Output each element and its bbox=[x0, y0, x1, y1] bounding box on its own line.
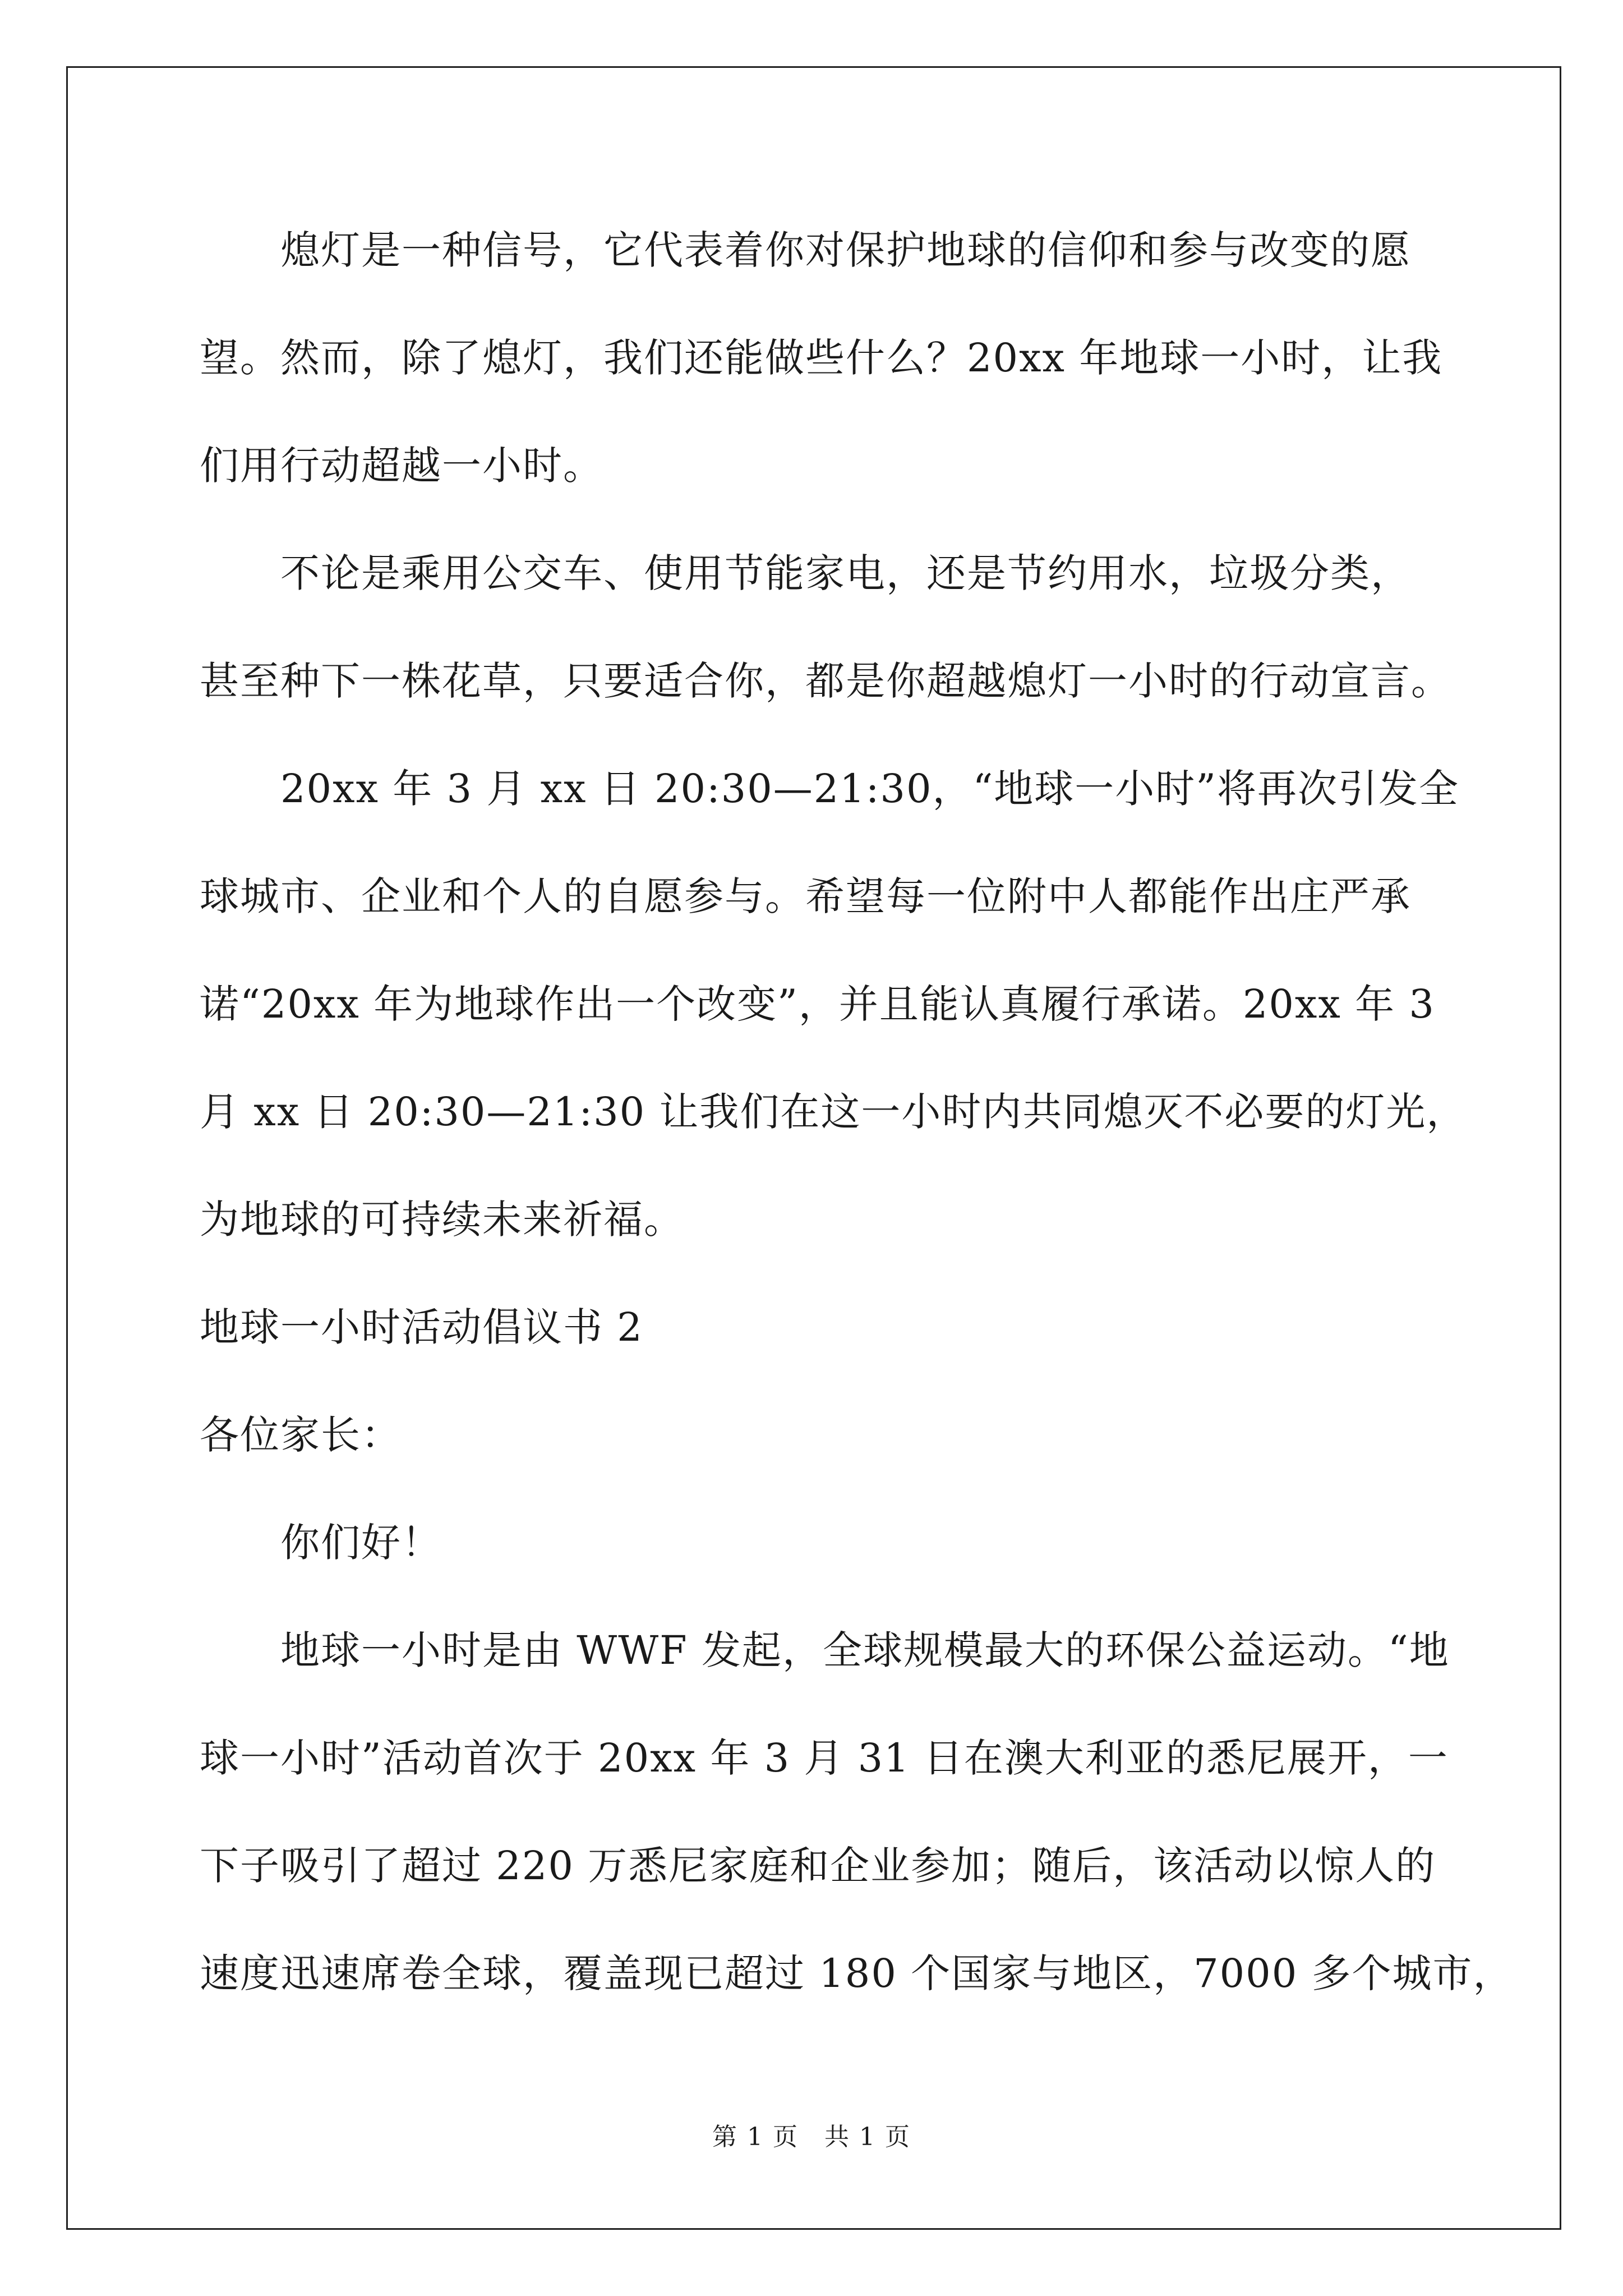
paragraph-2-line-2: 甚至种下一株花草，只要适合你，都是你超越熄灯一小时的行动宣言。 bbox=[200, 658, 1451, 704]
paragraph-3-line-4: 月 xx 日 20:30—21:30 让我们在这一小时内共同熄灭不必要的灯光， bbox=[200, 1089, 1467, 1135]
page-border bbox=[66, 66, 1561, 2230]
paragraph-4-line-1: 地球一小时是由 WWF 发起，全球规模最大的环保公益运动。“地 bbox=[280, 1627, 1450, 1673]
page-footer: 第 1 页 共 1 页 bbox=[712, 2123, 911, 2151]
section-heading: 地球一小时活动倡议书 2 bbox=[200, 1304, 643, 1350]
paragraph-1-line-3: 们用行动超越一小时。 bbox=[200, 443, 603, 489]
paragraph-3-line-2: 球城市、企业和个人的自愿参与。希望每一位附中人都能作出庄严承 bbox=[200, 873, 1411, 919]
paragraph-4-line-3: 下子吸引了超过 220 万悉尼家庭和企业参加；随后，该活动以惊人的 bbox=[200, 1843, 1436, 1889]
paragraph-1-line-1: 熄灯是一种信号，它代表着你对保护地球的信仰和参与改变的愿 bbox=[280, 227, 1411, 273]
paragraph-4-line-4: 速度迅速席卷全球，覆盖现已超过 180 个国家与地区，7000 多个城市， bbox=[200, 1950, 1514, 1996]
paragraph-4-line-2: 球一小时”活动首次于 20xx 年 3 月 31 日在澳大利亚的悉尼展开，一 bbox=[200, 1735, 1449, 1781]
greeting: 你们好！ bbox=[280, 1520, 442, 1566]
paragraph-3-line-5: 为地球的可持续未来祈福。 bbox=[200, 1197, 684, 1243]
salutation: 各位家长： bbox=[200, 1412, 402, 1458]
paragraph-2-line-1: 不论是乘用公交车、使用节能家电，还是节约用水，垃圾分类， bbox=[280, 550, 1411, 596]
paragraph-1-line-2: 望。然而，除了熄灯，我们还能做些什么？20xx 年地球一小时，让我 bbox=[200, 335, 1443, 381]
paragraph-3-line-3: 诺“20xx 年为地球作出一个改变”，并且能认真履行承诺。20xx 年 3 bbox=[200, 981, 1435, 1027]
paragraph-3-line-1: 20xx 年 3 月 xx 日 20:30—21:30，“地球一小时”将再次引发全 bbox=[280, 766, 1460, 812]
